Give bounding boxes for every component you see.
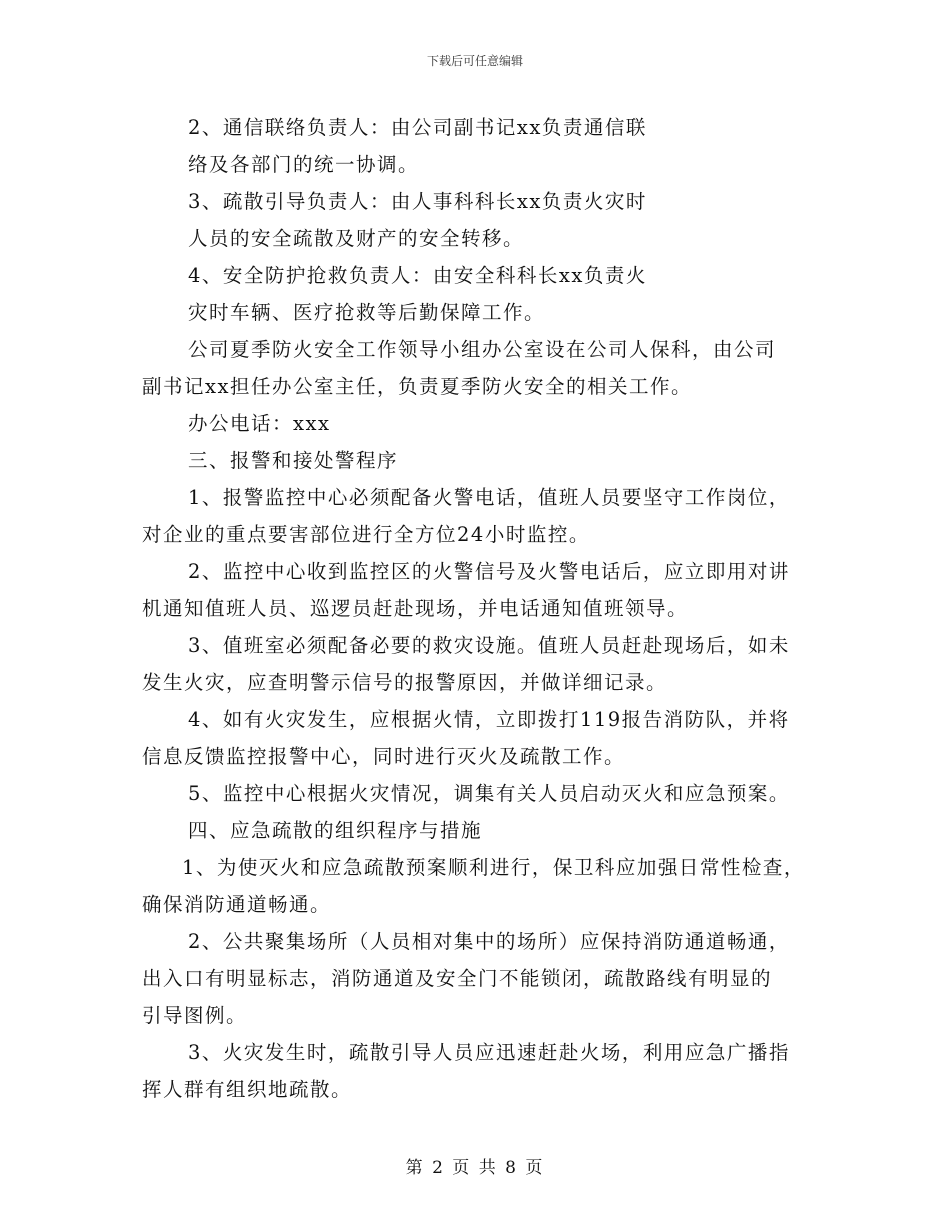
paragraph-line: 1、为使灭火和应急疏散预案顺利进行，保卫科应加强日常性检查， [182, 856, 805, 879]
paragraph-line: 3、值班室必须配备必要的救灾设施。值班人员赶赴现场后，如未 [188, 634, 790, 657]
paragraph-line: 确保消防通道畅通。 [142, 893, 332, 916]
paragraph-line: 2、公共聚集场所（人员相对集中的场所）应保持消防通道畅通， [188, 930, 790, 953]
paragraph-line: 1、报警监控中心必须配备火警电话，值班人员要坚守工作岗位， [188, 486, 790, 509]
paragraph-line: 4、如有火灾发生，应根据火情，立即拨打119报告消防队，并将 [188, 708, 790, 731]
page-footer: 第 2 页 共 8 页 [405, 1158, 545, 1178]
paragraph-line: 人员的安全疏散及财产的安全转移。 [188, 227, 525, 250]
paragraph-line: 发生火灾，应查明警示信号的报警原因，并做详细记录。 [142, 671, 668, 694]
paragraph-line: 2、通信联络负责人：由公司副书记xx负责通信联 [188, 116, 647, 139]
paragraph-line: 信息反馈监控报警中心，同时进行灭火及疏散工作。 [142, 745, 626, 768]
section-heading: 三、报警和接处警程序 [188, 449, 399, 472]
paragraph-line: 4、安全防护抢救负责人：由安全科科长xx负责火 [188, 264, 647, 287]
paragraph-line: 3、火灾发生时，疏散引导人员应迅速赶赴火场，利用应急广播指 [188, 1041, 790, 1064]
paragraph-line: 出入口有明显标志，消防通道及安全门不能锁闭，疏散路线有明显的 [142, 967, 773, 990]
document-body [142, 109, 832, 1108]
paragraph-line: 办公电话：xxx [188, 412, 331, 435]
paragraph-line: 对企业的重点要害部位进行全方位24小时监控。 [142, 523, 590, 546]
paragraph-line: 络及各部门的统一协调。 [188, 153, 420, 176]
paragraph-line: 3、疏散引导负责人：由人事科科长xx负责火灾时 [188, 190, 647, 213]
paragraph-line: 5、监控中心根据火灾情况，调集有关人员启动灭火和应急预案。 [188, 782, 790, 805]
paragraph-line: 2、监控中心收到监控区的火警信号及火警电话后，应立即用对讲 [188, 560, 790, 583]
paragraph-line: 挥人群有组织地疏散。 [142, 1078, 353, 1101]
paragraph-line: 灾时车辆、医疗抢救等后勤保障工作。 [188, 301, 546, 324]
paragraph-line: 机通知值班人员、巡逻员赶赴现场，并电话通知值班领导。 [142, 597, 689, 620]
paragraph-line: 副书记xx担任办公室主任，负责夏季防火安全的相关工作。 [142, 375, 692, 398]
paragraph-line: 公司夏季防火安全工作领导小组办公室设在公司人保科，由公司 [188, 338, 777, 361]
page-header: 下载后可任意编辑 [426, 54, 523, 68]
section-heading: 四、应急疏散的组织程序与措施 [188, 819, 483, 842]
paragraph-line: 引导图例。 [142, 1004, 248, 1027]
